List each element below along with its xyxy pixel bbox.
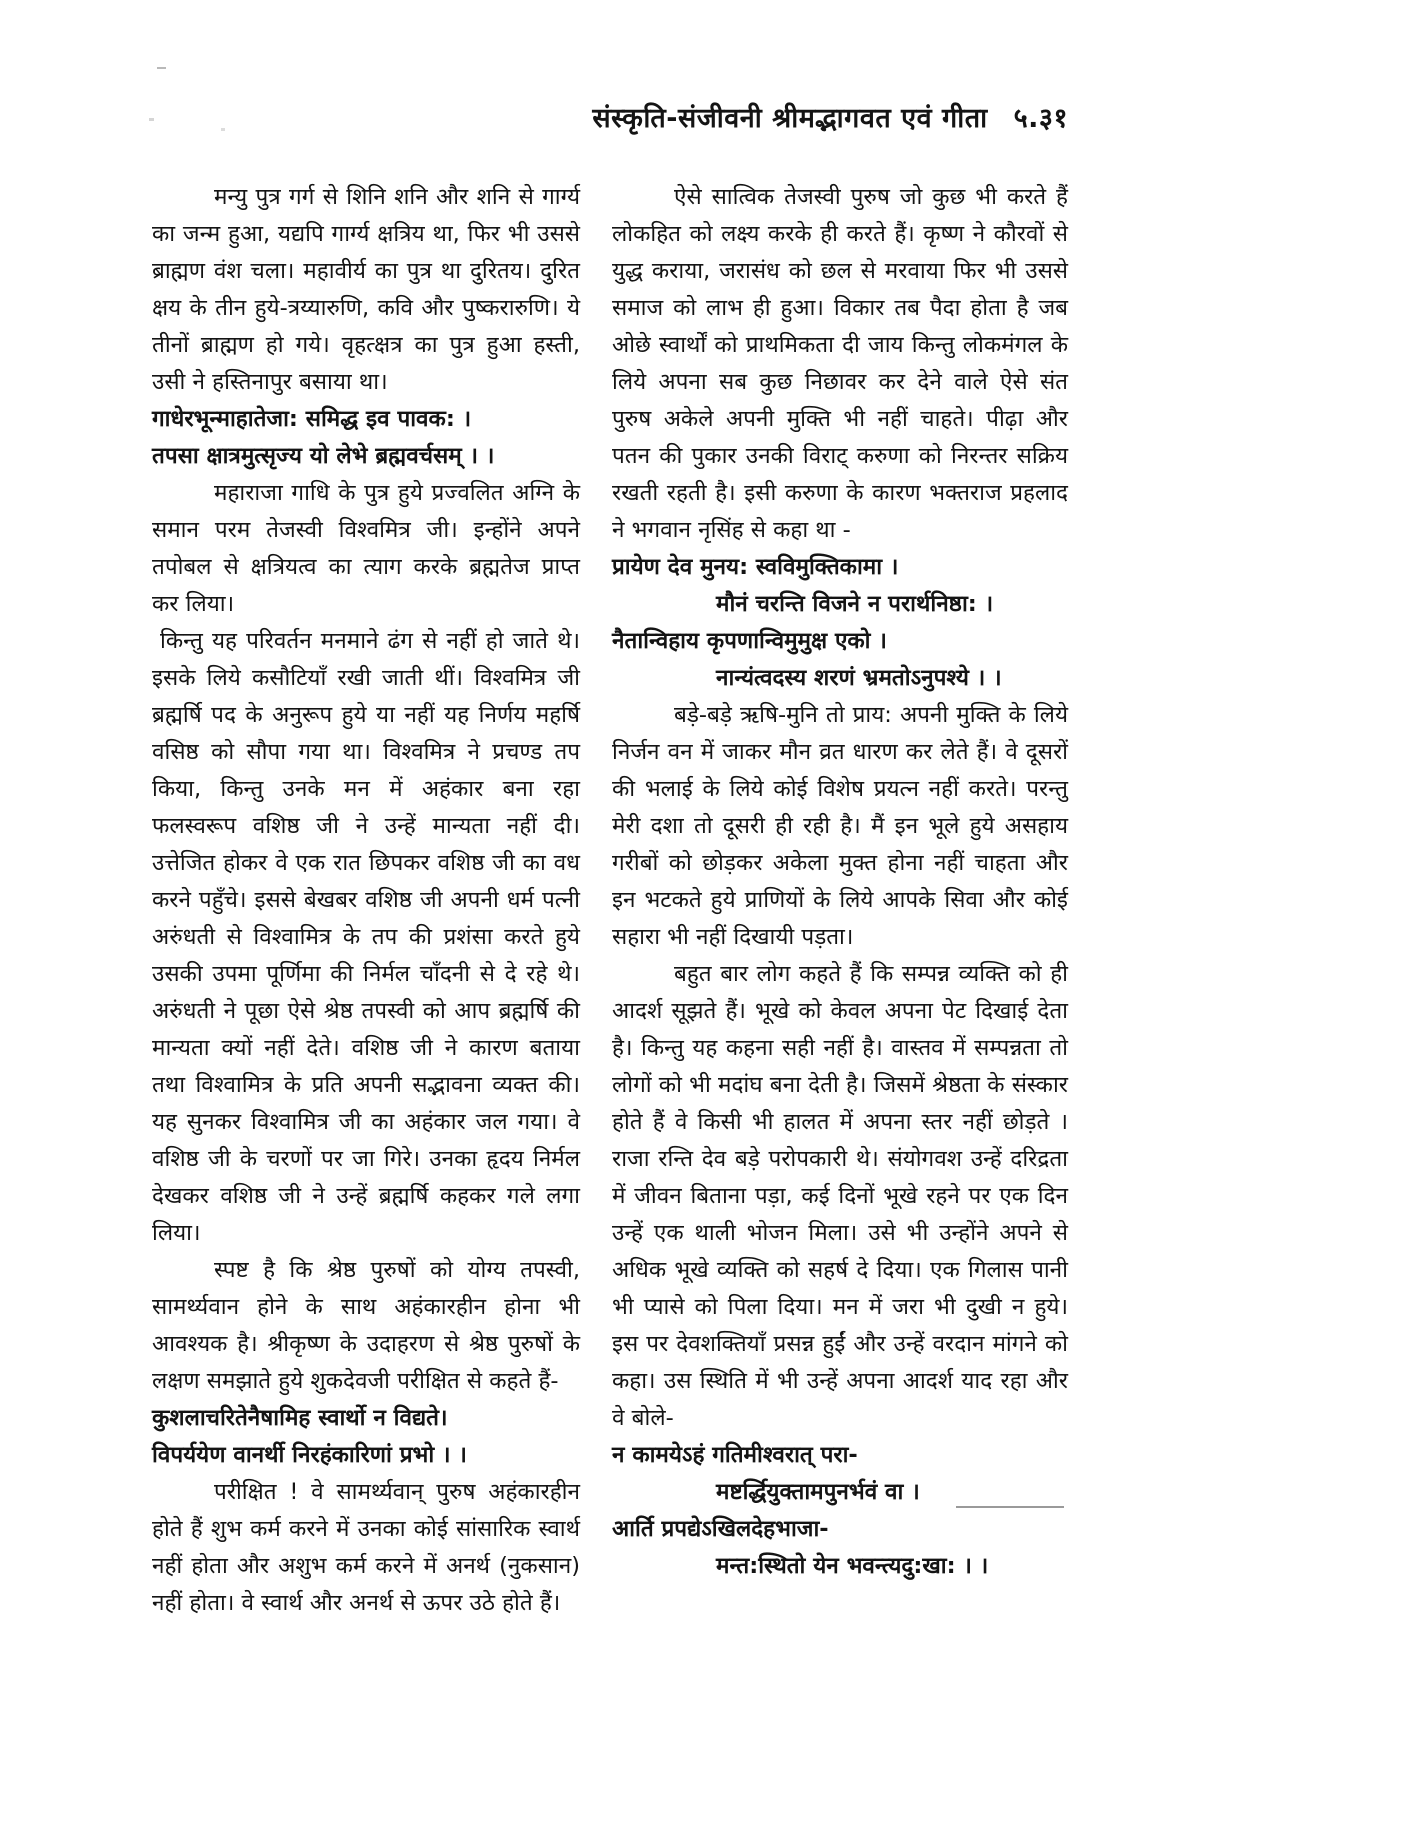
- shloka-line: आर्ति प्रपद्येऽखिलदेहभाजा-: [612, 1516, 829, 1542]
- shloka-line: मौनं चरन्ति विजने न परार्थनिष्ठा: ।: [716, 591, 994, 617]
- right-column: [612, 179, 1068, 1585]
- paragraph: मन्यु पुत्र गर्ग से शिनि शनि और शनि से गार्ग्य का जन्म हुआ, यद्यपि गार्ग्य क्षत्रिय था, फिर भी उससे ब्राह्मण वंश चला। महावीर्य का पुत्र था दुरितय। दुरित क्षय के तीन हुये-त्रय्यारुणि, कवि और पुष्करारुणि। ये तीनों ब्राह्मण हो गये। वृहत्क्षत्र का पुत्र हुआ हस्ती, उसी ने हस्तिनापुर बसाया था।: [152, 184, 580, 395]
- shloka-line: मन्त:स्थितो येन भवन्त्यदु:खा: । ।: [716, 1553, 989, 1579]
- paragraph: ऐसे सात्विक तेजस्वी पुरुष जो कुछ भी करते हैं लोकहित को लक्ष्य करके ही करते हैं। कृष्ण ने कौरवों से युद्ध कराया, जरासंध को छल से मरवाया फिर भी उससे समाज को लाभ ही हुआ। विकार तब पैदा होता है जब ओछे स्वार्थों को प्राथमिकता दी जाय किन्तु लोकमंगल के लिये अपना सब कुछ निछावर कर देने वाले ऐसे संत पुरुष अकेले अपनी मुक्ति भी नहीं चाहते। पीढ़ा और पतन की पुकार उनकी विराट् करुणा को निरन्तर सक्रिय रखती रहती है। इसी करुणा के कारण भक्तराज प्रहलाद ने भगवान नृसिंह से कहा था -: [612, 184, 1068, 543]
- shloka-line: नान्यंत्वदस्य शरणं भ्रमतोऽनुपश्ये । ।: [716, 665, 1002, 691]
- shloka-line: विपर्ययेण वानर्थी निरहंकारिणां प्रभो । ।: [152, 1442, 467, 1468]
- book-title: संस्कृति-संजीवनी श्रीमद्भागवत एवं गीता: [592, 103, 988, 134]
- scan-artifact: [157, 67, 166, 69]
- shloka-line: तपसा क्षात्रमुत्सृज्य यो लेभे ब्रह्मवर्चसम् । ।: [152, 443, 495, 469]
- paragraph: परीक्षित ! वे सामर्थ्यवान् पुरुष अहंकारहीन होते हैं शुभ कर्म करने में उनका कोई सांसारिक स्वार्थ नहीं होता और अशुभ कर्म करने में अनर्थ (नुकसान) नहीं होता। वे स्वार्थ और अनर्थ से ऊपर उठे होते हैं।: [152, 1479, 580, 1616]
- shloka-line: गाधेरभून्माहातेजा: समिद्ध इव पावक: ।: [152, 406, 472, 432]
- paragraph: स्पष्ट है कि श्रेष्ठ पुरुषों को योग्य तपस्वी, सामर्थ्यवान होने के साथ अहंकारहीन होना भी आवश्यक है। श्रीकृष्ण के उदाहरण से श्रेष्ठ पुरुषों के लक्षण समझाते हुये शुकदेवजी परीक्षित से कहते हैं-: [152, 1257, 580, 1394]
- page-header: [152, 98, 1068, 135]
- left-column: [152, 179, 580, 1622]
- paragraph: बहुत बार लोग कहते हैं कि सम्पन्न व्यक्ति को ही आदर्श सूझते हैं। भूखे को केवल अपना पेट दिखाई देता है। किन्तु यह कहना सही नहीं है। वास्तव में सम्पन्नता तो लोगों को भी मदांघ बना देती है। जिसमें श्रेष्ठता के संस्कार होते हैं वे किसी भी हालत में अपना स्तर नहीं छोड़ते । राजा रन्ति देव बड़े परोपकारी थे। संयोगवश उन्हें दरिद्रता में जीवन बिताना पड़ा, कई दिनों भूखे रहने पर एक दिन उन्हें एक थाली भोजन मिला। उसे भी उन्होंने अपने से अधिक भूखे व्यक्ति को सहर्ष दे दिया। एक गिलास पानी भी प्यासे को पिला दिया। मन में जरा भी दुखी न हुये। इस पर देवशक्तियाँ प्रसन्न हुईं और उन्हें वरदान मांगने को कहा। उस स्थिति में भी उन्हें अपना आदर्श याद रहा और वे बोले-: [612, 961, 1068, 1431]
- shloka-line: नैतान्विहाय कृपणान्विमुमुक्ष एको ।: [612, 628, 887, 654]
- page-content: [152, 98, 1068, 1622]
- shloka-line: न कामयेऽहं गतिमीश्वरात् परा-: [612, 1442, 858, 1468]
- shloka-line: कुशलाचरितेनैषामिह स्वार्थो न विद्यते।: [152, 1405, 448, 1431]
- paragraph: बड़े-बड़े ऋषि-मुनि तो प्राय: अपनी मुक्ति के लिये निर्जन वन में जाकर मौन व्रत धारण कर लेते हैं। वे दूसरों की भलाई के लिये कोई विशेष प्रयत्न नहीं करते। परन्तु मेरी दशा तो दूसरी ही रही है। मैं इन भूले हुये असहाय गरीबों को छोड़कर अकेला मुक्त होना नहीं चाहता और इन भटकते हुये प्राणियों के लिये आपके सिवा और कोई सहारा भी नहीं दिखायी पड़ता।: [612, 702, 1068, 950]
- paragraph: महाराजा गाधि के पुत्र हुये प्रज्वलित अग्नि के समान परम तेजस्वी विश्वमित्र जी। इन्होंने अपने तपोबल से क्षत्रियत्व का त्याग करके ब्रह्मतेज प्राप्त कर लिया।: [152, 480, 580, 617]
- shloka-line: मष्टर्द्धियुक्तामपुनर्भवं वा ।: [716, 1479, 920, 1505]
- two-column-body: [152, 179, 1068, 1622]
- bottom-rule: [956, 1506, 1064, 1508]
- page-number: ५.३१: [1013, 103, 1068, 134]
- paragraph: किन्तु यह परिवर्तन मनमाने ढंग से नहीं हो जाते थे। इसके लिये कसौटियाँ रखी जाती थीं। विश्वमित्र जी ब्रह्मर्षि पद के अनुरूप हुये या नहीं यह निर्णय महर्षि वसिष्ठ को सौपा गया था। विश्वमित्र ने प्रचण्ड तप किया, किन्तु उनके मन में अहंकार बना रहा फलस्वरूप वशिष्ठ जी ने उन्हें मान्यता नहीं दी। उत्तेजित होकर वे एक रात छिपकर वशिष्ठ जी का वध करने पहुँचे। इससे बेखबर वशिष्ठ जी अपनी धर्म पत्नी अरुंधती से विश्वामित्र के तप की प्रशंसा करते हुये उसकी उपमा पूर्णिमा की निर्मल चाँदनी से दे रहे थे। अरुंधती ने पूछा ऐसे श्रेष्ठ तपस्वी को आप ब्रह्मर्षि की मान्यता क्यों नहीं देते। वशिष्ठ जी ने कारण बताया तथा विश्वामित्र के प्रति अपनी सद्भावना व्यक्त की। यह सुनकर विश्वामित्र जी का अहंकार जल गया। वे वशिष्ठ जी के चरणों पर जा गिरे। उनका हृदय निर्मल देखकर वशिष्ठ जी ने उन्हें ब्रह्मर्षि कहकर गले लगा लिया।: [152, 628, 580, 1246]
- shloka-line: प्रायेण देव मुनय: स्वविमुक्तिकामा ।: [612, 554, 899, 580]
